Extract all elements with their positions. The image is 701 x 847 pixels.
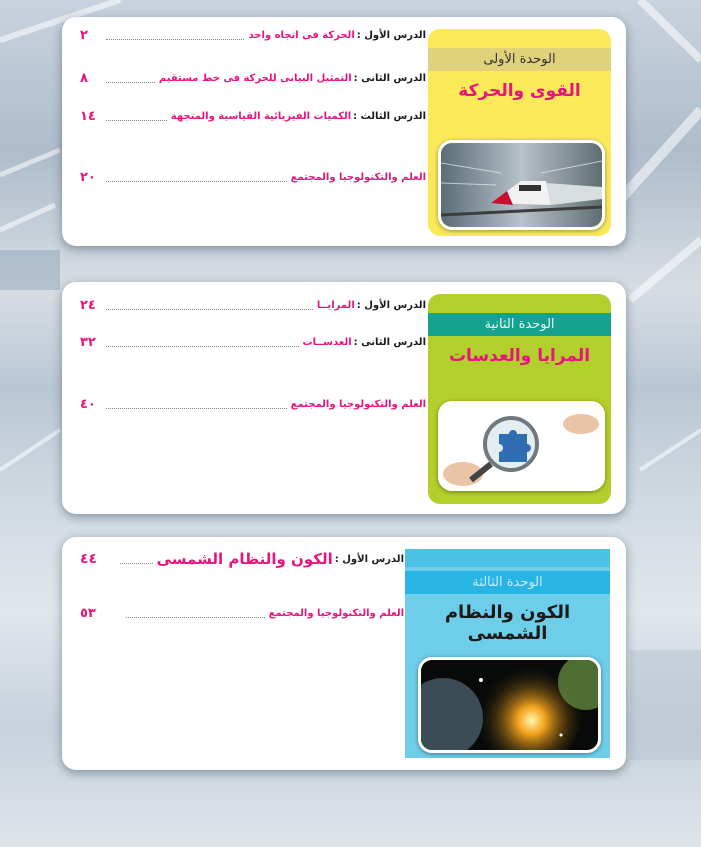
leader-dots	[126, 608, 265, 618]
lesson-prefix: الدرس الثالث :	[353, 110, 426, 122]
train-icon	[441, 143, 602, 227]
unit-3-science[interactable]	[80, 604, 404, 622]
page-number: ٨	[80, 70, 88, 86]
leader-dots	[106, 30, 244, 40]
science-title: العلم والتكنولوجيا والمجتمع	[268, 607, 404, 619]
unit-2-science[interactable]	[80, 395, 426, 413]
unit-3-card	[62, 537, 626, 770]
lesson-title: التمثيل البيانى للحركة فى خط مستقيم	[158, 72, 352, 84]
lesson-prefix: الدرس الثانى :	[353, 336, 426, 348]
lesson-prefix: الدرس الأول :	[334, 553, 404, 565]
unit-1-image	[438, 140, 605, 230]
leader-dots	[106, 172, 287, 182]
unit-3-image	[418, 657, 601, 753]
unit-2-title: المرايا والعدسات	[448, 346, 591, 366]
unit-2-label: الوحدة الثانية	[428, 313, 611, 336]
page-number: ٢	[80, 27, 88, 43]
lesson-title: الكميات الفيزيائية القياسية والمتجهة	[170, 110, 352, 122]
unit-1-lesson-1[interactable]	[80, 26, 426, 44]
lesson-title: المرايــا	[316, 299, 355, 311]
unit-3-top-strip	[405, 549, 610, 567]
unit-3-title: الكون والنظام الشمسى	[444, 602, 571, 644]
magnifier-puzzle-icon	[441, 404, 602, 488]
science-title: العلم والتكنولوجيا والمجتمع	[290, 398, 426, 410]
leader-dots	[106, 300, 313, 310]
page-number: ٥٣	[80, 605, 96, 621]
unit-1-card	[62, 17, 626, 246]
unit-3-panel	[405, 549, 610, 758]
unit-1-science[interactable]	[80, 168, 426, 186]
leader-dots	[106, 337, 299, 347]
unit-1-panel	[428, 29, 611, 236]
unit-1-label: الوحدة الأولى	[428, 48, 611, 71]
unit-1-title: القوى والحركة	[458, 81, 581, 101]
unit-2-card	[62, 282, 626, 514]
leader-dots	[106, 111, 167, 121]
unit-2-lesson-2[interactable]	[80, 333, 426, 351]
unit-2-panel	[428, 294, 611, 504]
unit-2-image	[438, 401, 605, 491]
unit-1-lesson-3[interactable]	[80, 107, 426, 125]
leader-dots	[120, 554, 153, 564]
leader-dots	[106, 399, 287, 409]
lesson-prefix: الدرس الأول :	[356, 29, 426, 41]
unit-2-lesson-1[interactable]	[80, 296, 426, 314]
lesson-prefix: الدرس الأول :	[356, 299, 426, 311]
page-number: ٤٠	[80, 396, 96, 412]
unit-3-label: الوحدة الثالثة	[405, 571, 610, 594]
page-number: ١٤	[80, 108, 96, 124]
lesson-title: الكون والنظام الشمسى	[156, 550, 333, 568]
lesson-title: الحركة فى اتجاه واحد	[248, 29, 355, 41]
planets-icon	[421, 660, 598, 750]
page-number: ٤٤	[80, 551, 98, 567]
unit-3-lesson-1[interactable]	[80, 547, 404, 571]
page-number: ٢٤	[80, 297, 96, 313]
page-number: ٢٠	[80, 169, 96, 185]
lesson-title: العدســات	[302, 336, 352, 348]
page-number: ٣٢	[80, 334, 96, 350]
science-title: العلم والتكنولوجيا والمجتمع	[290, 171, 426, 183]
lesson-prefix: الدرس الثانى :	[353, 72, 426, 84]
leader-dots	[106, 73, 155, 83]
unit-1-lesson-2[interactable]	[80, 69, 426, 87]
